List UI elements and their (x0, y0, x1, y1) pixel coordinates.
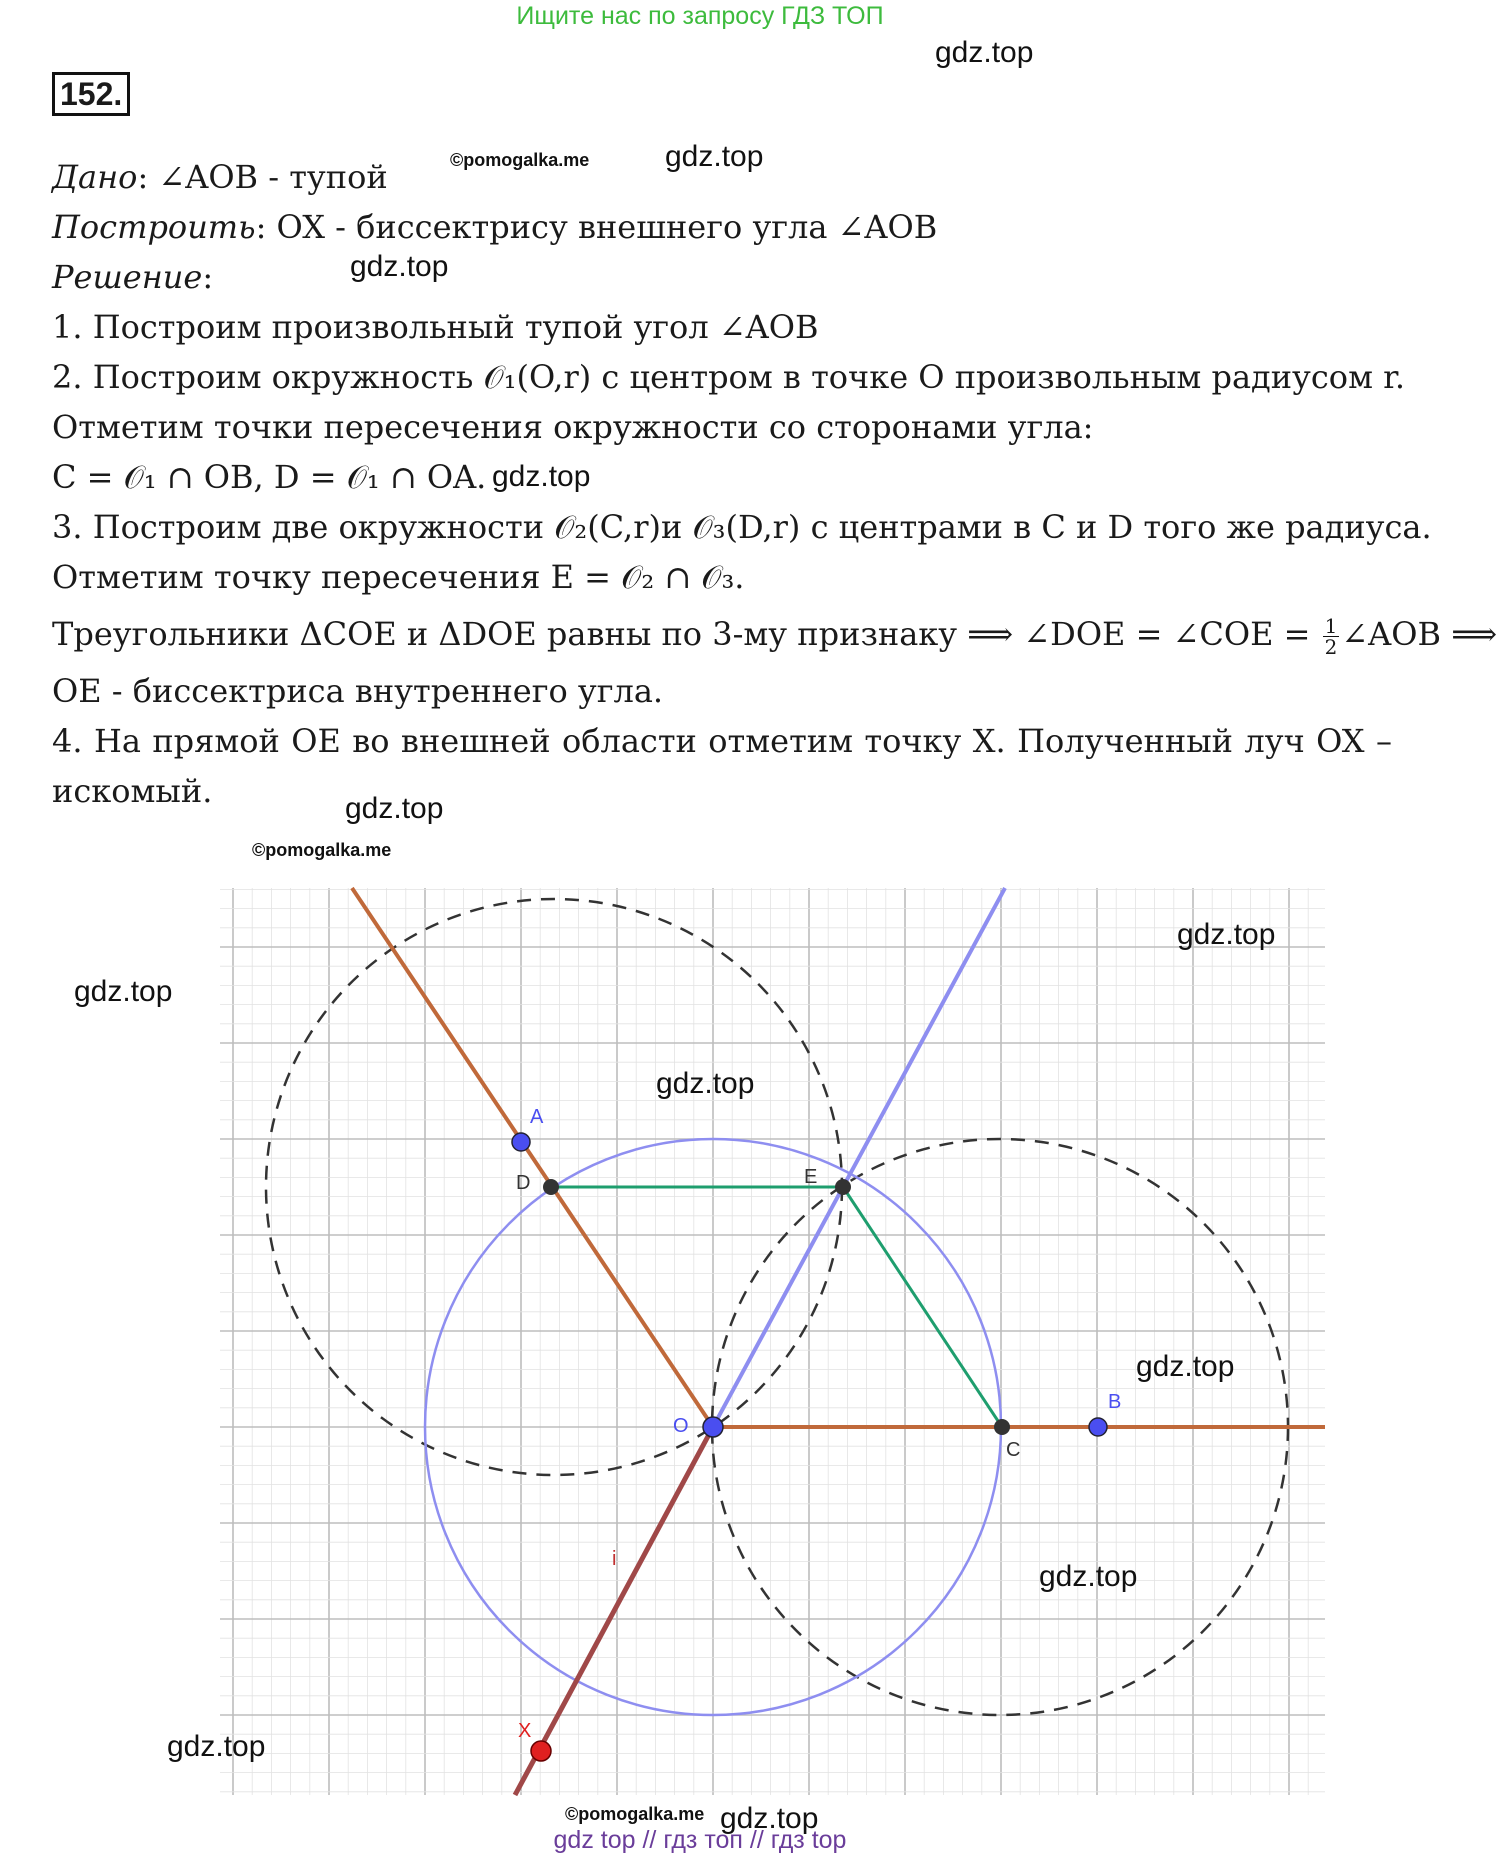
watermark: gdz.top (665, 140, 764, 173)
footer-links[interactable]: gdz top // гдз топ // гдз top (553, 1826, 847, 1854)
step-3b: Отметим точку пересечения E = 𝒪₂ ∩ 𝒪₃. (52, 558, 745, 596)
watermark: gdz.top (935, 36, 1034, 69)
point-a (512, 1133, 530, 1151)
promo-banner[interactable]: Ищите нас по запросу ГДЗ ТОП (516, 2, 884, 30)
label-c: C (1006, 1439, 1021, 1461)
point-e (835, 1179, 851, 1195)
given-body: : ∠AOB - тупой (137, 158, 388, 196)
given-label: Дано (52, 158, 138, 196)
step-3d: OE - биссектриса внутреннего угла. (52, 672, 664, 710)
step-2c: C = 𝒪₁ ∩ OB, D = 𝒪₁ ∩ OA. (52, 458, 487, 496)
point-c (994, 1419, 1010, 1435)
watermark: gdz.top (350, 250, 449, 283)
construct-label: Построить (52, 208, 256, 246)
step-4a: 4. На прямой OE во внешней области отметим точку X. Полученный луч OX – (52, 722, 1392, 760)
step-2b: Отметим точки пересечения окружности со сторонами угла: (52, 408, 1094, 446)
label-a: A (530, 1106, 544, 1128)
watermark: gdz.top (167, 1730, 266, 1763)
bisector-oe (713, 888, 1005, 1427)
step-2a: 2. Построим окружность 𝒪₁(O,r) с центром в точке O произвольным радиусом r. (52, 358, 1406, 396)
label-i: i (612, 1548, 617, 1570)
ray-ox (515, 1427, 713, 1795)
solution-label: Решение (52, 258, 203, 296)
watermark: ©pomogalka.me (450, 150, 590, 170)
step-3c-right: ∠AOB ⟹ (1341, 615, 1497, 653)
label-o: O (673, 1415, 689, 1437)
watermark: gdz.top (1136, 1350, 1235, 1383)
fraction-numerator: 1 (1324, 614, 1338, 638)
watermark: ©pomogalka.me (565, 1804, 705, 1824)
watermark: gdz.top (74, 975, 173, 1008)
watermark: gdz.top (656, 1067, 755, 1100)
point-o (703, 1417, 723, 1437)
step-3c-left: Треугольники ΔCOE и ΔDOE равны по 3-му признаку ⟹ ∠DOE = ∠COE = (52, 615, 1311, 653)
watermark: gdz.top (720, 1802, 819, 1835)
point-d (543, 1179, 559, 1195)
label-d: D (516, 1172, 531, 1194)
label-e: E (804, 1166, 818, 1188)
watermark: gdz.top (1177, 918, 1276, 951)
watermark: gdz.top (345, 792, 444, 825)
step-3a: 3. Построим две окружности 𝒪₂(C,r)и 𝒪₃(D,r) с центрами в C и D того же радиуса. (52, 508, 1432, 546)
step-4b: искомый. (52, 772, 213, 810)
point-x (531, 1741, 551, 1761)
fraction-denominator: 2 (1324, 635, 1338, 659)
watermark: gdz.top (492, 460, 591, 493)
step-1: 1. Построим произвольный тупой угол ∠AOB (52, 308, 819, 346)
problem-number: 152. (52, 72, 130, 116)
watermark: gdz.top (1039, 1560, 1138, 1593)
watermark: ©pomogalka.me (252, 840, 392, 860)
label-x: X (518, 1720, 532, 1742)
grid (220, 888, 1325, 1795)
point-b (1089, 1418, 1107, 1436)
solution-colon: : (202, 258, 214, 296)
construct-body: : OX - биссектрису внешнего угла ∠AOB (255, 208, 938, 246)
label-b: B (1108, 1391, 1122, 1413)
